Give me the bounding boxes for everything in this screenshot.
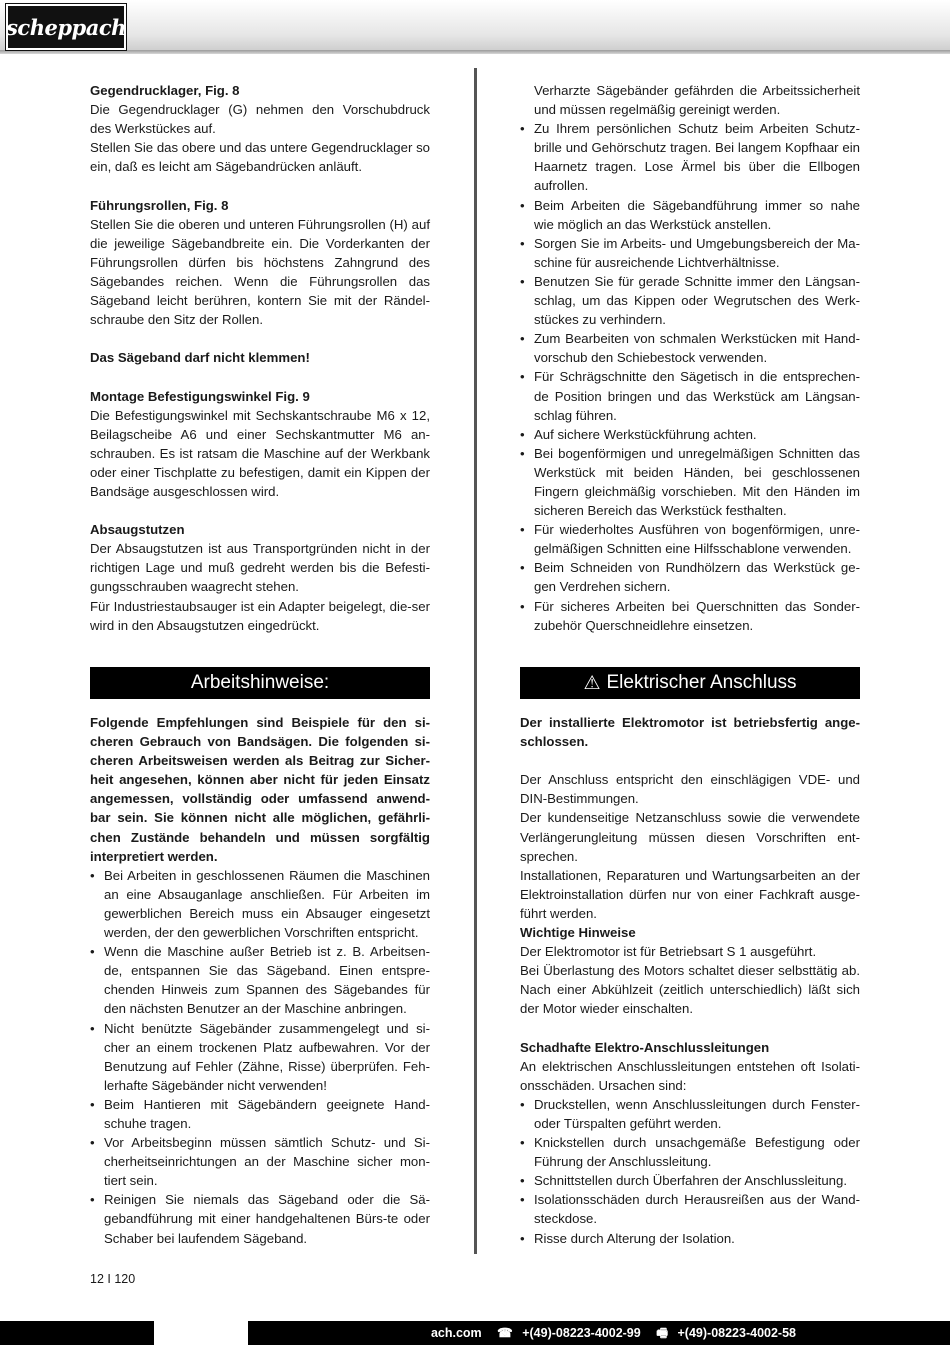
list-item: • Beim Schneiden von Rundhölzern das Werkstück ge-gen Verdrehen sichern. (520, 558, 860, 596)
paragraph: Stellen Sie die oberen und unteren Führungsrollen (H) auf die jeweilige Sägebandbreite ein. Die Vorderkanten der Führungsrollen dürfen bis höchstens Zahngrund des Sägebandes reichen. Wenn die Führungsrollen das Sägeband leicht berühren, kontern Sie mit der Rändel-schraube den Sitz der Rollen. (90, 216, 430, 328)
list-item: • Vor Arbeitsbeginn müssen sämtlich Schutz- und Si-cherheitseinrichtungen an der Maschine sicher mon-tiert sein. (90, 1133, 430, 1190)
list-item: • Beim Arbeiten die Sägebandführung immer so nahe wie möglich an das Werkstück anstellen. (520, 196, 860, 234)
phone-icon: ☎ (497, 1326, 513, 1340)
list-item: • Knickstellen durch unsachgemäße Befestigung oder Führung der Anschlussleitung. (520, 1133, 860, 1171)
paragraph: Der Anschluss entspricht den einschlägigen VDE- und DIN-Bestimmungen. (520, 772, 860, 807)
list-item: • Druckstellen, wenn Anschlussleitungen durch Fenster-oder Türspalten geführt werden. (520, 1095, 860, 1133)
right-column-bottom (520, 713, 860, 1248)
paragraph: Für Industriestaubsauger ist ein Adapter beigelegt, die-ser wird in den Absaugstutzen eingedrückt. (90, 598, 430, 633)
list-item: • Bei bogenförmigen und unregelmäßigen Schnitten das Werkstück mit beiden Händen, bei geschlossenen Fingern gleichmäßig vorschieben. Mit den Händen im sicheren Bereich das Werkstück festhalten. (520, 444, 860, 520)
paragraph: Der Absaugstutzen ist aus Transportgründen nicht in der richtigen Lage und muß gedreht werden bis die Befesti-gungsschrauben waagrecht stehen. (90, 541, 430, 595)
section-heading: Absaugstutzen (90, 522, 185, 538)
left-column-top (90, 81, 430, 635)
list-item: • Für Schrägschnitte den Sägetisch in die entsprechen-de Position bringen und das Werkstück am Längsan-schlag führen. (520, 367, 860, 424)
page-header (0, 0, 950, 50)
list-item: • Bei Arbeiten in geschlossenen Räumen die Maschinen an eine Absauganlage anschließen. Für Arbeiten im gewerblichen Bereich muss ein Absauger eingesetzt werden, der den gewerblichen Vorschriften entspricht. (90, 866, 430, 942)
list-item: • Zu Ihrem persönlichen Schutz beim Arbeiten Schutz-brille und Gehörschutz tragen. Bei langem Kopfhaar ein Haarnetz tragen. Lose Ärmel bis über die Ellbogen aufrollen. (520, 119, 860, 195)
work-instructions-list (90, 866, 430, 1248)
footer-gap (154, 1321, 248, 1345)
list-item: • Nicht benützte Sägebänder zusammengelegt und si-cher an einem trockenen Platz aufbewahren. Vor der Benutzung auf Fehler (Zähne, Risse) überprüfen. Feh-lerhafte Sägebänder nicht verwenden! (90, 1019, 430, 1095)
fax-icon: 🖷 (656, 1326, 669, 1340)
list-item: • Auf sichere Werkstückführung achten. (520, 425, 860, 444)
paragraph: Die Befestigungswinkel mit Sechskantschraube M6 x 12, Beilagscheibe A6 und einer Sechskantmutter M6 an-schrauben. Es ist ratsam die Maschine auf der Werkbank oder einer Tischplatte zu befestigen, damit ein Kippen der Bandsäge ausgeschlossen wird. (90, 407, 430, 499)
cable-damage-list (520, 1095, 860, 1248)
list-item: • Wenn die Maschine außer Betrieb ist z. B. Arbeitsen-de, entspannen Sie das Sägeband. Einen entspre-chenden Hinweis zum Spannen des Sägebandes für den nächsten Benutzer an der Maschine anbringen. (90, 942, 430, 1018)
column-divider (474, 68, 477, 1254)
list-item: • Benutzen Sie für gerade Schnitte immer den Längsan-schlag, um das Kippen oder Wegrutschen des Werk-stückes zu verhindern. (520, 272, 860, 329)
paragraph: Verharzte Sägebänder gefährden die Arbeitssicherheit und müssen regelmäßig gereinigt werden. (534, 83, 860, 118)
phone-number: +(49)-08223-4002-99 (522, 1326, 641, 1340)
header-divider (0, 50, 950, 54)
paragraph: Die Gegendrucklager (G) nehmen den Vorschubdruck des Werkstückes auf. (90, 102, 430, 137)
list-item: • Für wiederholtes Ausführen von bogenförmigen, unre-gelmäßigen Schnitten eine Hilfsschablone verwenden. (520, 520, 860, 558)
fax-number: +(49)-08223-4002-58 (677, 1326, 796, 1340)
safety-list (520, 119, 860, 635)
logo-text: scheppach (6, 14, 126, 40)
section-heading: Das Sägeband darf nicht klemmen! (90, 350, 310, 366)
section-heading: Führungsrollen, Fig. 8 (90, 197, 229, 213)
paragraph: Der kundenseitige Netzanschluss sowie die verwendete Verlängerungleitung müssen diesen Vorschriften ent-sprechen. (520, 810, 860, 864)
list-item: • Schnittstellen durch Überfahren der Anschlussleitung. (520, 1171, 860, 1190)
website-text: ach.com (430, 1326, 482, 1340)
elektrischer-anschluss-title-bar (520, 667, 860, 699)
section-heading: Schadhafte Elektro-Anschlussleitungen (520, 1039, 770, 1055)
list-item: • Isolationsschäden durch Herausreißen aus der Wand-steckdose. (520, 1190, 860, 1228)
paragraph: Installationen, Reparaturen und Wartungsarbeiten an der Elektroinstallation dürfen nur von einer Fachkraft ausge-führt werden. (520, 867, 860, 921)
paragraph: Der Elektromotor ist für Betriebsart S 1 ausgeführt. (520, 944, 817, 960)
section-title: Elektrischer Anschluss (606, 672, 797, 693)
paragraph: Stellen Sie das obere und das untere Gegendrucklager so ein, daß es leicht am Sägebandrücken anläuft. (90, 140, 430, 175)
warning-icon: ⚠ (583, 672, 601, 694)
intro-paragraph: Folgende Empfehlungen sind Beispiele für den si-cheren Gebrauch von Bandsägen. Die folgenden si-cheren Arbeitsweisen werden als Beitrag zur Sicher-heit angesehen, können aber nicht für jeden Einsatz angemessen, vollständig oder umfassend anwend-bar sein. Sie können nicht alle möglichen, gefährli-chen Zustände behandeln und müssen sorgfältig interpretiert werden. (90, 715, 430, 864)
paragraph: An elektrischen Anschlussleitungen entstehen oft Isolati-onsschäden. Ursachen sind: (520, 1058, 860, 1093)
scheppach-logo (6, 4, 126, 50)
section-heading: Wichtige Hinweise (520, 925, 636, 941)
list-item: • Für sicheres Arbeiten bei Querschnitten das Sonder-zubehör Querschneidlehre einsetzen. (520, 597, 860, 635)
page-number: 12 I 120 (90, 1272, 136, 1286)
section-heading: Gegendrucklager, Fig. 8 (90, 83, 240, 98)
list-item: • Zum Bearbeiten von schmalen Werkstücken mit Hand-vorschub den Schiebestock verwenden. (520, 329, 860, 367)
list-item: • Reinigen Sie niemals das Sägeband oder die Sä-gebandführung mit einer handgehaltenen Bürs-te oder Schaber bei laufendem Sägeband. (90, 1190, 430, 1247)
list-item: • Beim Hantieren mit Sägebändern geeignete Hand-schuhe tragen. (90, 1095, 430, 1133)
list-item: • Risse durch Alterung der Isolation. (520, 1229, 860, 1248)
intro-paragraph: Der installierte Elektromotor ist betriebsfertig ange-schlossen. (520, 715, 860, 750)
section-title: Arbeitshinweise: (190, 672, 330, 693)
section-heading: Montage Befestigungswinkel Fig. 9 (90, 388, 310, 404)
left-column-bottom (90, 713, 430, 1248)
list-item: • Sorgen Sie im Arbeits- und Umgebungsbereich der Ma-schine für ausreichende Lichtverhältnisse. (520, 234, 860, 272)
paragraph: Bei Überlastung des Motors schaltet dieser selbsttätig ab. Nach einer Abkühlzeit (zeitlich unterschiedlich) läßt sich der Motor wieder einschalten. (520, 963, 860, 1017)
right-column-top (520, 81, 860, 635)
arbeitshinweise-title-bar (90, 667, 430, 699)
footer-contact (425, 1321, 796, 1345)
